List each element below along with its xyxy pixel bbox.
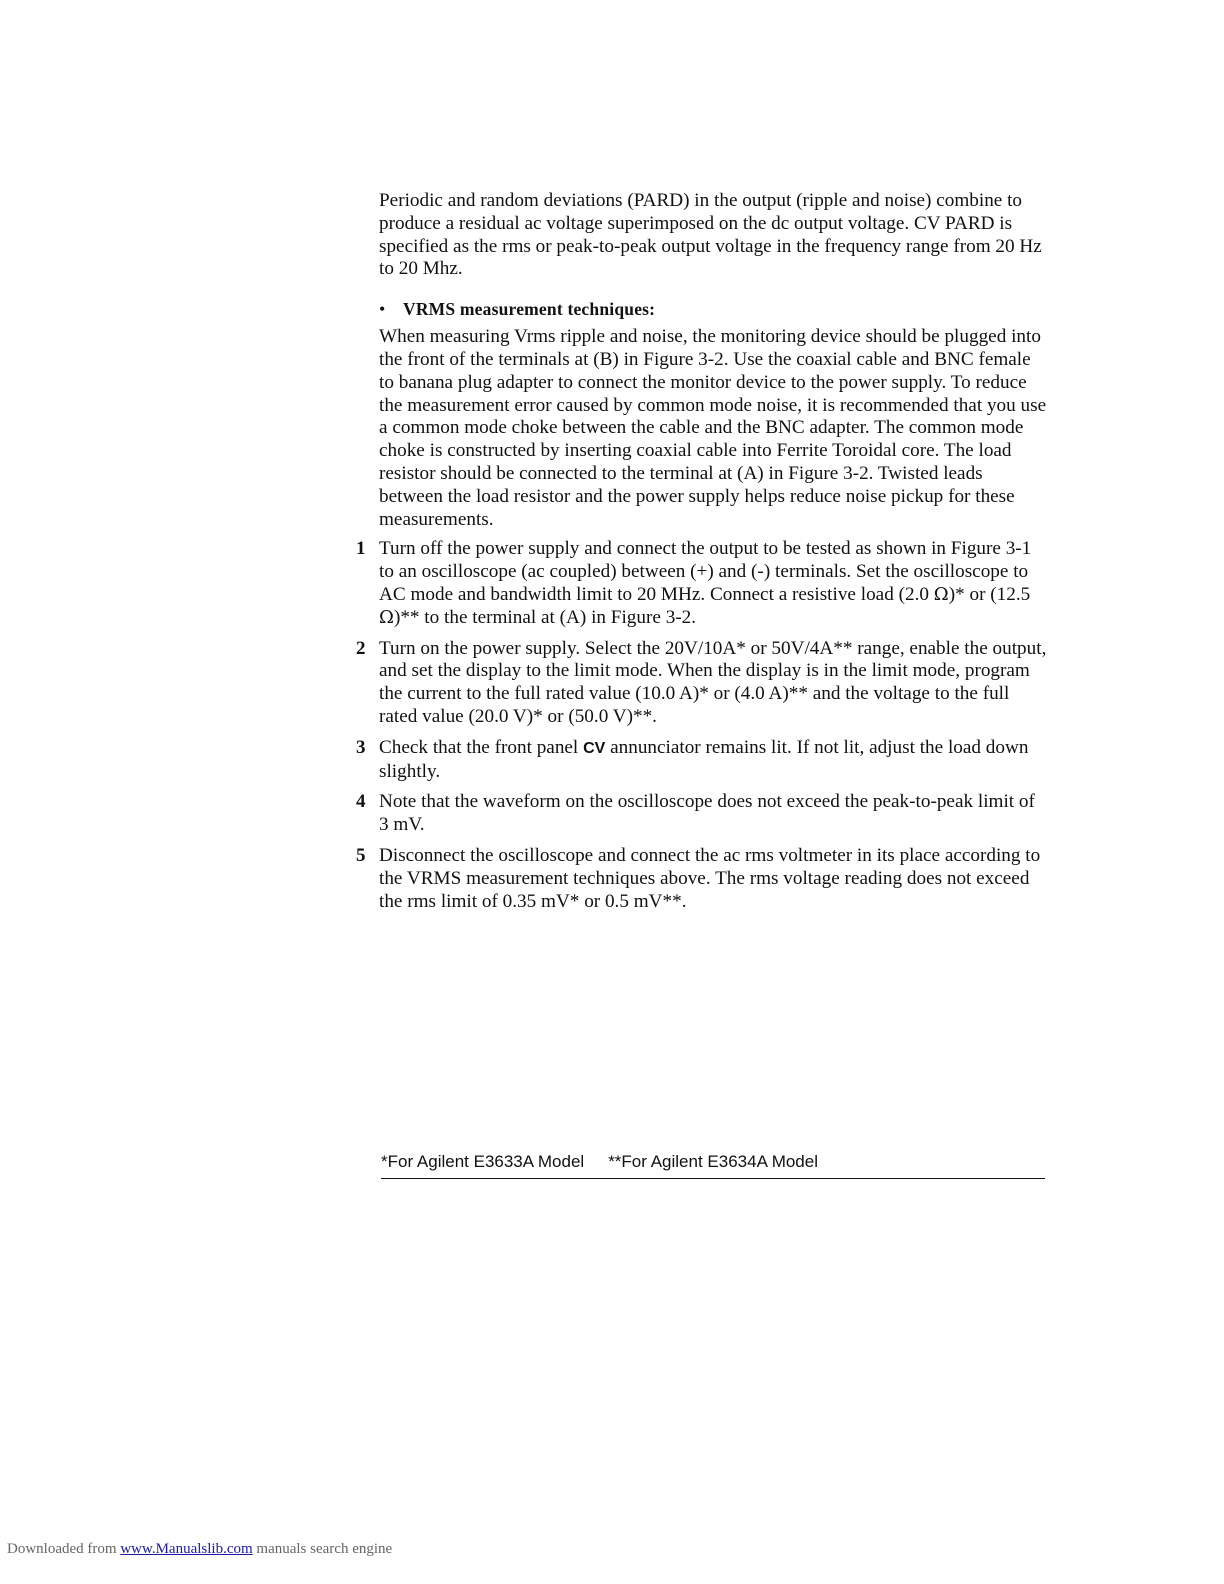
procedure-steps (356, 538, 1049, 913)
footnote-e3633a: *For Agilent E3633A Model (381, 1152, 585, 1171)
cv-annunciator-label: CV (583, 739, 606, 757)
step-text (379, 737, 1049, 784)
ohm-symbol: Ω (379, 606, 394, 628)
step-text-part: annunciator remains lit. If not lit, adjust the load down slightly. (379, 736, 1029, 782)
step-text-part: Turn off the power supply and connect the output to be tested as shown in Figure 3-1 to an oscilloscope (ac coupled) between (+) and (-) terminals. Set the oscilloscope to AC mode and bandwidth limit to 20 MHz. Connect a resistive load (2.0 (379, 538, 1032, 605)
step-2 (356, 637, 1049, 729)
step-text-part: Check that the front panel (379, 736, 584, 758)
step-5 (356, 844, 1049, 913)
download-suffix: manuals search engine (256, 1541, 393, 1557)
vrms-heading-text: VRMS measurement techniques: (403, 299, 656, 320)
step-text: Disconnect the oscilloscope and connect the ac rms voltmeter in its place according to the VRMS measurement techniques above. The rms voltage reading does not exceed the rms limit of 0.35 mV* or 0.5 mV**. (379, 844, 1041, 912)
vrms-paragraph: When measuring Vrms ripple and noise, the monitoring device should be plugged into the front of the terminals at (B) in Figure 3-2. Use the coaxial cable and BNC female to banana plug adapter to connect the monitor device to the power supply. To reduce the measurement error caused by common mode noise, it is recommended that you use a common mode choke between the cable and the BNC adapter. The common mode choke is constructed by inserting coaxial cable into Ferrite Toroidal core. The load resistor should be connected to the terminal at (A) in Figure 3-2. Twisted leads between the load resistor and the power supply helps reduce noise pickup for these measurements. (379, 326, 1047, 530)
step-text (379, 538, 1049, 629)
vrms-heading (379, 299, 1049, 320)
model-footnote (381, 1151, 1045, 1179)
step-number: 1 (356, 538, 366, 560)
step-1 (356, 538, 1049, 629)
step-number: 2 (356, 637, 366, 659)
download-prefix: Downloaded from (7, 1541, 117, 1557)
footnote-e3634a: **For Agilent E3634A Model (608, 1152, 818, 1171)
manual-page-body (356, 190, 1049, 921)
step-3 (356, 736, 1049, 784)
step-number: 4 (356, 791, 366, 813)
step-4 (356, 791, 1049, 837)
step-number: 5 (356, 844, 366, 866)
pard-intro-paragraph: Periodic and random deviations (PARD) in the output (ripple and noise) combine to produce a residual ac voltage superimposed on the dc output voltage. CV PARD is specified as the rms or peak-to-peak output voltage in the frequency range from 20 Hz to 20 Mhz. (379, 190, 1042, 280)
download-credit (7, 1541, 392, 1558)
step-text: Note that the waveform on the oscilloscope does not exceed the peak-to-peak limit of 3 mV. (379, 791, 1035, 836)
step-text-part: )* or (12.5 (948, 583, 1031, 605)
step-text-part: )** to the terminal at (A) in Figure 3-2. (393, 606, 697, 628)
bullet-icon: • (379, 299, 386, 320)
manualslib-link[interactable]: www.Manualslib.com (120, 1541, 253, 1557)
ohm-symbol: Ω (933, 583, 949, 605)
step-text: Turn on the power supply. Select the 20V/10A* or 50V/4A** range, enable the output, and set the display to the limit mode. When the display is in the limit mode, program the current to the full rated value (10.0 A)* or (4.0 A)** and the voltage to the full rated value (20.0 V)* or (50.0 V)**. (379, 637, 1047, 727)
step-number: 3 (356, 736, 366, 758)
